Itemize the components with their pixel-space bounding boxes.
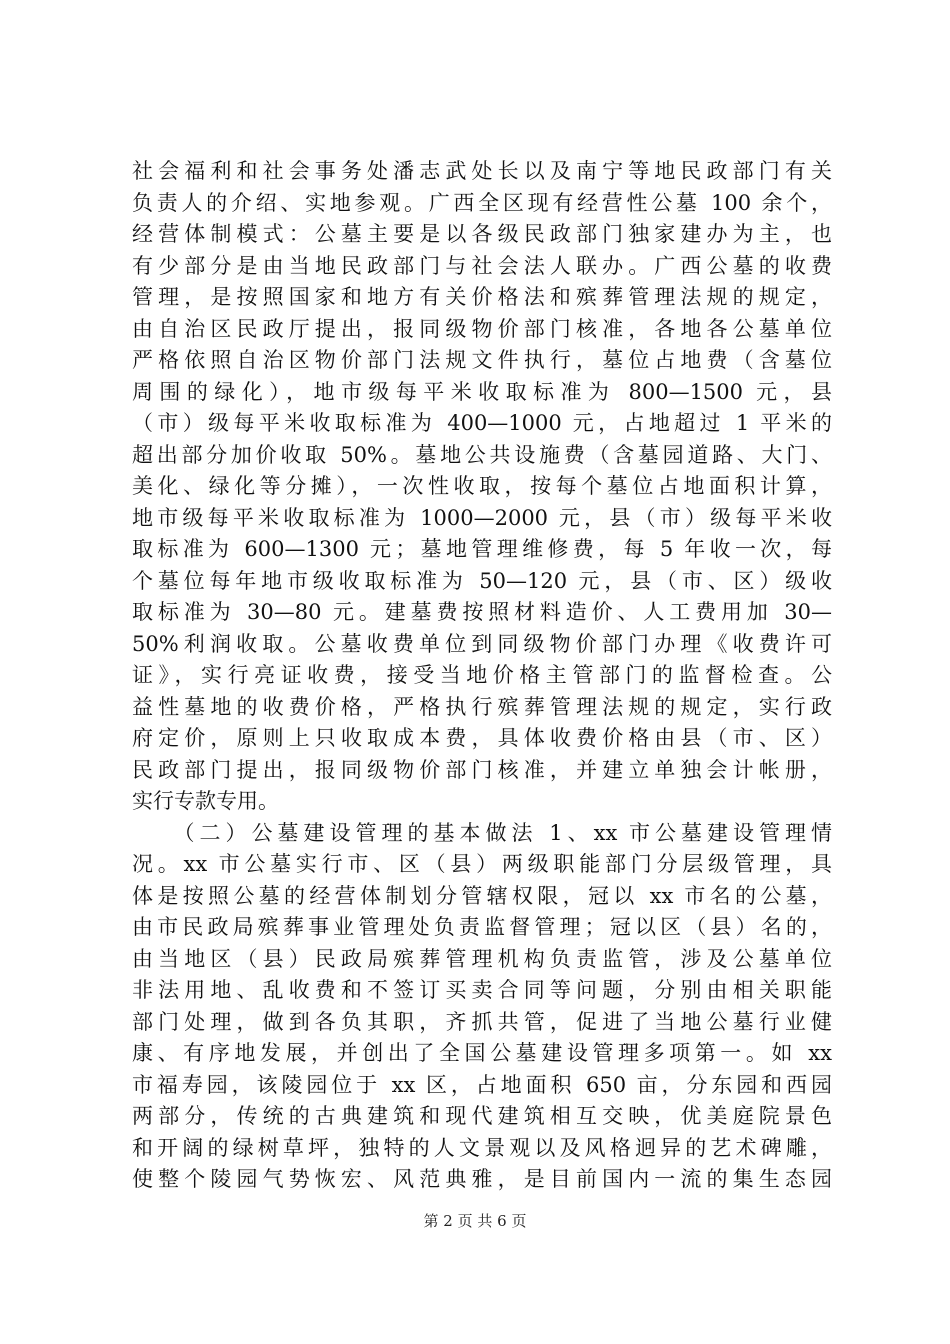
text-line: 和开阔的绿树草坪，独特的人文景观以及风格迥异的艺术碑雕， [132, 1135, 832, 1160]
text-line: 康、有序地发展，并创出了全国公墓建设管理多项第一。如 xx [132, 1041, 832, 1065]
text-line: 个墓位每年地市级收取标准为 50—120 元，县（市、区）级收 [132, 568, 832, 593]
text-line: 由市民政局殡葬事业管理处负责监督管理；冠以区（县）名的， [132, 915, 832, 939]
text-line: 经营体制模式：公墓主要是以各级民政部门独家建办为主，也 [132, 222, 832, 246]
text-line: 社会福利和社会事务处潘志武处长以及南宁等地民政部门有关 [132, 159, 832, 183]
body-text [132, 156, 832, 1196]
text-line: 50%利润收取。公墓收费单位到同级物价部门办理《收费许可 [132, 631, 832, 656]
text-line: 有少部分是由当地民政部门与社会法人联办。广西公墓的收费 [132, 253, 832, 278]
text-line: 非法用地、乱收费和不签订买卖合同等问题，分别由相关职能 [132, 978, 832, 1002]
page-number-footer: 第 2 页 共 6 页 [423, 1212, 527, 1230]
paragraph-2 [132, 818, 832, 1196]
text-line: 管理，是按照国家和地方有关价格法和殡葬管理法规的规定， [132, 285, 832, 309]
text-line: 使整个陵园气势恢宏、风范典雅，是目前国内一流的集生态园 [132, 1167, 832, 1191]
text-line: 由当地区（县）民政局殡葬管理机构负责监管，涉及公墓单位 [132, 946, 832, 971]
text-line: 部门处理，做到各负其职，齐抓共管，促进了当地公墓行业健 [132, 1009, 832, 1034]
text-line: 地市级每平米收取标准为 1000—2000 元，县（市）级每平米收 [132, 505, 832, 530]
text-line: （二）公墓建设管理的基本做法 1、xx 市公墓建设管理情 [132, 820, 832, 845]
text-line: 超出部分加价收取 50%。墓地公共设施费（含墓园道路、大门、 [132, 442, 832, 467]
text-line: 严格依照自治区物价部门法规文件执行，墓位占地费（含墓位 [132, 348, 832, 372]
text-line: 美化、绿化等分摊），一次性收取，按每个墓位占地面积计算， [132, 474, 832, 498]
text-line: 两部分，传统的古典建筑和现代建筑相互交映，优美庭院景色 [132, 1104, 832, 1128]
text-line: 市福寿园，该陵园位于 xx 区，占地面积 650 亩，分东园和西园 [132, 1072, 832, 1097]
text-line: 益性墓地的收费价格，严格执行殡葬管理法规的规定，实行政 [132, 694, 832, 719]
text-line: 民政部门提出，报同级物价部门核准，并建立单独会计帐册， [132, 757, 832, 782]
text-line: 取标准为 600—1300 元；墓地管理维修费，每 5 年收一次，每 [132, 537, 832, 561]
text-line: 体是按照公墓的经营体制划分管辖权限，冠以 xx 市名的公墓， [132, 883, 832, 908]
text-line: 周围的绿化），地市级每平米收取标准为 800—1500 元，县 [132, 379, 832, 404]
text-line: 府定价，原则上只收取成本费，具体收费价格由县（市、区） [132, 726, 832, 750]
text-line: （市）级每平米收取标准为 400—1000 元，占地超过 1 平米的 [132, 411, 832, 435]
text-line: 负责人的介绍、实地参观。广西全区现有经营性公墓 100 余个， [132, 190, 832, 215]
text-line: 况。xx 市公墓实行市、区（县）两级职能部门分层级管理，具 [132, 852, 832, 876]
text-line: 实行专款专用。 [132, 789, 279, 813]
text-line: 证》，实行亮证收费，接受当地价格主管部门的监督检查。公 [132, 663, 832, 687]
paragraph-1 [132, 156, 832, 818]
text-line: 由自治区民政厅提出，报同级物价部门核准，各地各公墓单位 [132, 316, 832, 341]
text-line: 取标准为 30—80 元。建墓费按照材料造价、人工费用加 30— [132, 600, 832, 624]
